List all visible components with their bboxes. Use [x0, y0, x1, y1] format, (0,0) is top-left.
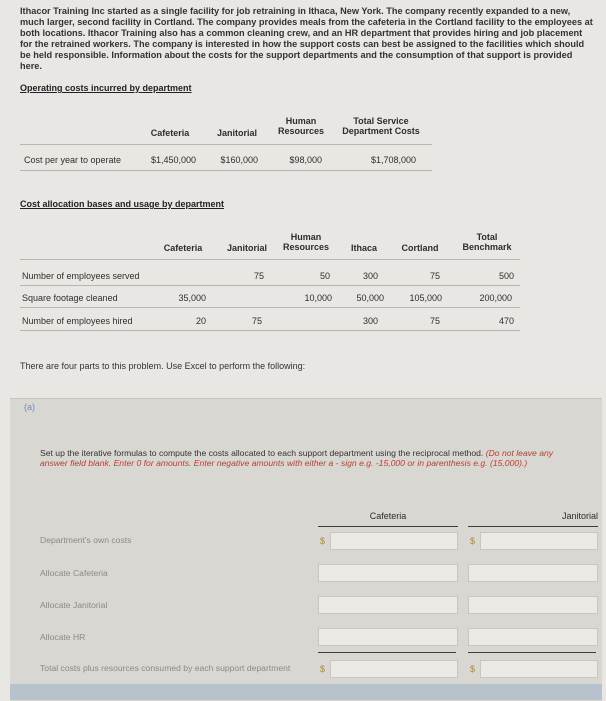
part-a-label: (a): [24, 402, 35, 412]
cafeteria-own-costs-input[interactable]: [330, 532, 458, 550]
dollar-sign: $: [470, 664, 476, 674]
alloc-header-hr: Human Resources: [282, 232, 330, 252]
part-a-instruction-text: Set up the iterative formulas to compute the costs allocated to each support department using the reciprocal method.: [40, 448, 484, 458]
dollar-sign: $: [320, 536, 326, 546]
alloc-header-ithaca: Ithaca: [350, 243, 377, 253]
op-header-hr: Human Resources: [277, 116, 325, 136]
alloc-cell: 300: [362, 316, 378, 326]
op-value-cafeteria: $1,450,000: [150, 155, 196, 165]
op-header-cafeteria: Cafeteria: [150, 128, 190, 138]
row-label-allocate-janitorial: Allocate Janitorial: [40, 600, 108, 610]
bottom-scroll-bar[interactable]: [10, 684, 602, 700]
op-value-hr: $98,000: [289, 155, 322, 165]
operating-costs-title: Operating costs incurred by department: [20, 83, 192, 93]
part-a-instruction-warning: (Do not leave any answer field blank. Enter 0 for amounts. Enter negative amounts with either a - sign e.g. -15,000 or in parenthesis e.g. (15,000).): [40, 448, 554, 468]
alloc-cell: 50,000: [356, 293, 384, 303]
alloc-cell: 200,000: [479, 293, 512, 303]
dollar-sign: $: [470, 536, 476, 546]
cafeteria-total-input[interactable]: [330, 660, 458, 678]
alloc-row-label: Square footage cleaned: [22, 293, 118, 303]
alloc-cell: 470: [498, 316, 514, 326]
cafeteria-allocate-cafeteria-input[interactable]: [318, 564, 458, 582]
cafeteria-allocate-hr-input[interactable]: [318, 628, 458, 646]
alloc-cell: 500: [498, 271, 514, 281]
janitorial-own-costs-input[interactable]: [480, 532, 598, 550]
alloc-cell: 10,000: [304, 293, 332, 303]
janitorial-allocate-janitorial-input[interactable]: [468, 596, 598, 614]
alloc-header-cortland: Cortland: [401, 243, 439, 253]
alloc-row-label: Number of employees served: [22, 271, 140, 281]
alloc-cell: 75: [251, 316, 262, 326]
alloc-cell: 75: [429, 316, 440, 326]
cafeteria-allocate-janitorial-input[interactable]: [318, 596, 458, 614]
problem-intro: Ithacor Training Inc started as a single facility for job retraining in Ithaca, New York. The company recently expanded to a new, much larger, second facility in Cortland. The company provides meals from the cafeteria in the Cortland facility to the employees at both locations. Ithacor Training also has a common cleaning crew, and an HR department that provides hiring and job placement for the retrained workers. The company is interested in how the support costs can best be assigned to the facilities which should be held responsible. Information about the costs for the support departments and the consumption of that support is provided here.: [20, 6, 593, 71]
alloc-cell: 300: [362, 271, 378, 281]
dollar-sign: $: [320, 664, 326, 674]
janitorial-allocate-hr-input[interactable]: [468, 628, 598, 646]
instructions-note: There are four parts to this problem. Use Excel to perform the following:: [20, 361, 306, 371]
janitorial-allocate-cafeteria-input[interactable]: [468, 564, 598, 582]
col-header-cafeteria: Cafeteria: [369, 511, 407, 521]
row-label-allocate-cafeteria: Allocate Cafeteria: [40, 568, 108, 578]
alloc-cell: 75: [429, 271, 440, 281]
alloc-header-total: Total Benchmark: [462, 232, 512, 252]
op-header-total: Total Service Department Costs: [342, 116, 420, 136]
col-header-janitorial: Janitorial: [561, 511, 598, 521]
op-header-janitorial: Janitorial: [216, 128, 257, 138]
op-value-total: $1,708,000: [370, 155, 416, 165]
alloc-header-janitorial: Janitorial: [226, 243, 267, 253]
part-a-instruction: [40, 448, 580, 468]
alloc-cell: 35,000: [178, 293, 206, 303]
op-value-janitorial: $160,000: [220, 155, 258, 165]
row-label-allocate-hr: Allocate HR: [40, 632, 86, 642]
alloc-cell: 75: [253, 271, 264, 281]
alloc-cell: 50: [319, 271, 330, 281]
alloc-cell: 105,000: [409, 293, 442, 303]
alloc-header-cafeteria: Cafeteria: [163, 243, 203, 253]
janitorial-total-input[interactable]: [480, 660, 598, 678]
op-row-label: Cost per year to operate: [24, 155, 122, 165]
row-label-total: Total costs plus resources consumed by each support department: [40, 663, 291, 673]
row-label-own-costs: Department's own costs: [40, 535, 132, 545]
alloc-row-label: Number of employees hired: [22, 316, 133, 326]
alloc-cell: 20: [195, 316, 206, 326]
allocation-title: Cost allocation bases and usage by department: [20, 199, 225, 209]
